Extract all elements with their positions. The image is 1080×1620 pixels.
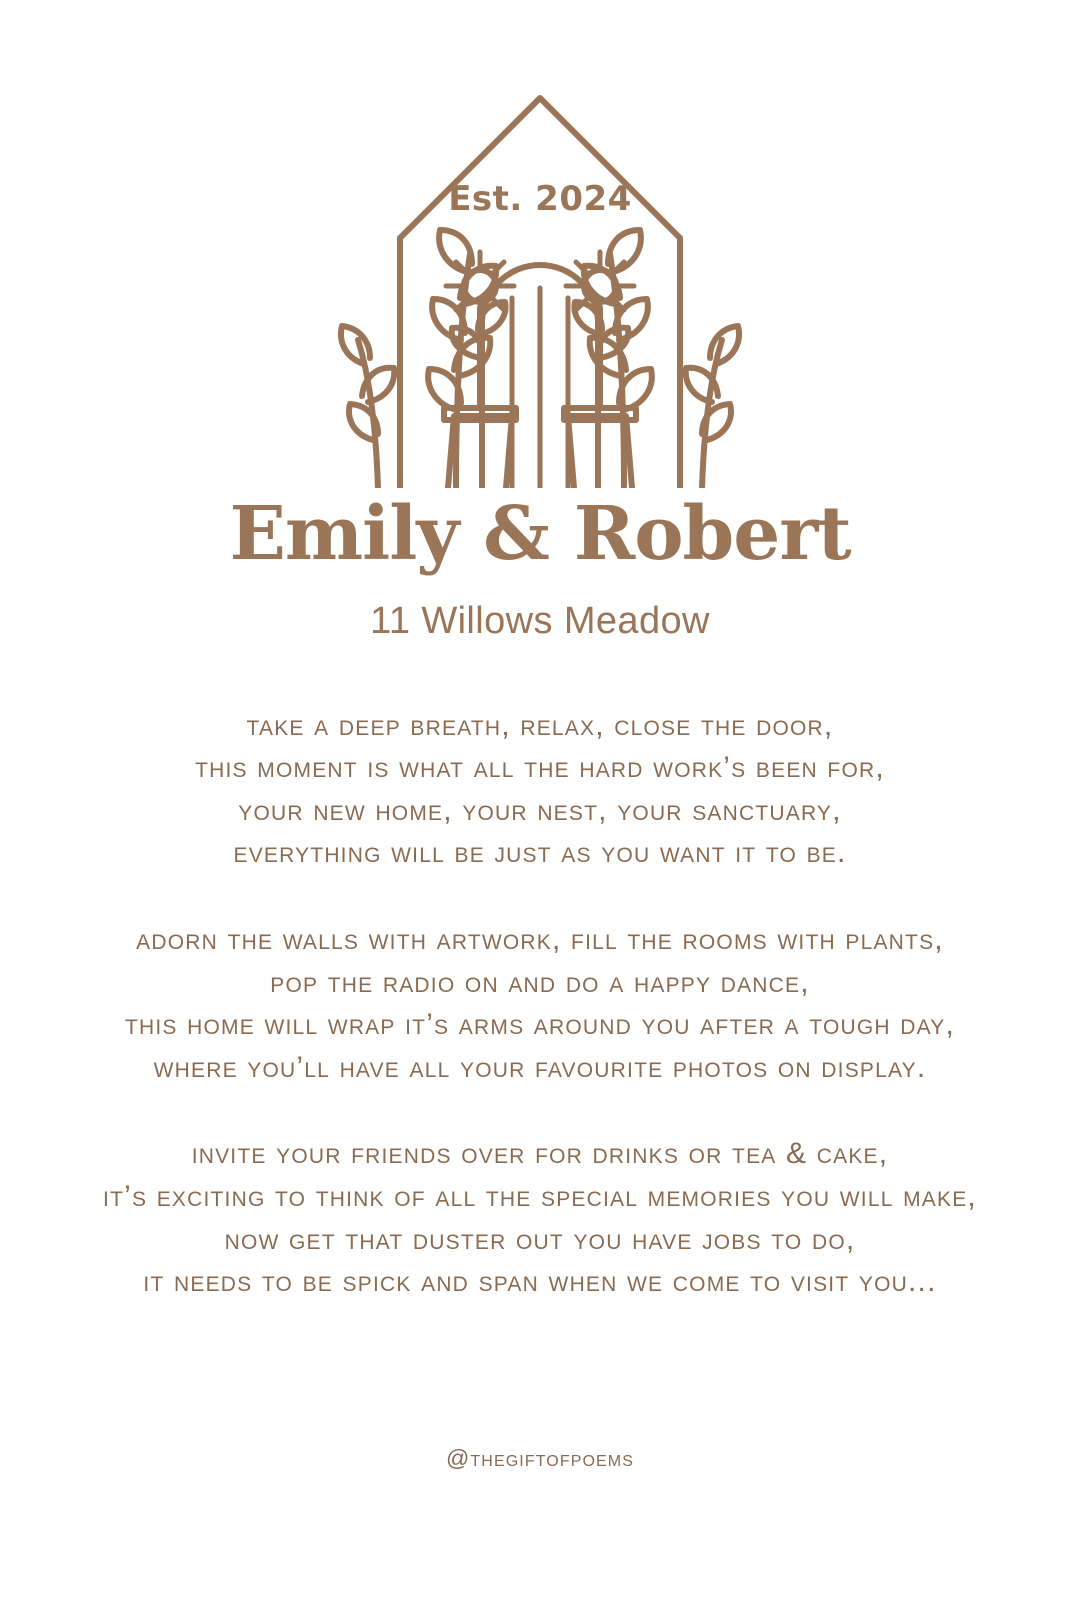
poem-line: this home will wrap it’s arms around you after a tough day, (124, 1008, 956, 1042)
leaf-sprig-far-right (686, 326, 739, 488)
poem-line: everything will be just as you want it to be. (233, 836, 847, 870)
poem-stanza (40, 919, 1040, 1089)
poem-stanza (40, 1133, 1040, 1303)
leaf-sprig-far-left (341, 326, 394, 488)
couple-names: Emily & Robert (229, 491, 851, 577)
poem-line: pop the radio on and do a happy dance, (270, 965, 810, 999)
established-label: Est. 2024 (448, 179, 632, 219)
social-handle: @thegiftofpoems (445, 1445, 634, 1471)
poem-body (40, 705, 1040, 1304)
poem-line: where you’ll have all your favourite photos on display. (153, 1050, 927, 1084)
poem-stanza (40, 705, 1040, 875)
house-illustration (260, 58, 820, 488)
poem-line: adorn the walls with artwork, fill the rooms with plants, (136, 923, 944, 957)
poem-line: it’s exciting to think of all the special memories you will make, (103, 1180, 977, 1214)
home-address: 11 Willows Meadow (370, 599, 710, 642)
poem-line: it needs to be spick and span when we come to visit you... (143, 1265, 937, 1299)
poem-line: your new home, your nest, your sanctuary, (238, 793, 842, 827)
poem-line: take a deep breath, relax, close the door, (246, 708, 834, 742)
poem-line: this moment is what all the hard work’s been for, (195, 751, 885, 785)
poem-line: now get that duster out you have jobs to do, (224, 1222, 856, 1256)
poem-line: invite your friends over for drinks or tea & cake, (191, 1137, 889, 1171)
